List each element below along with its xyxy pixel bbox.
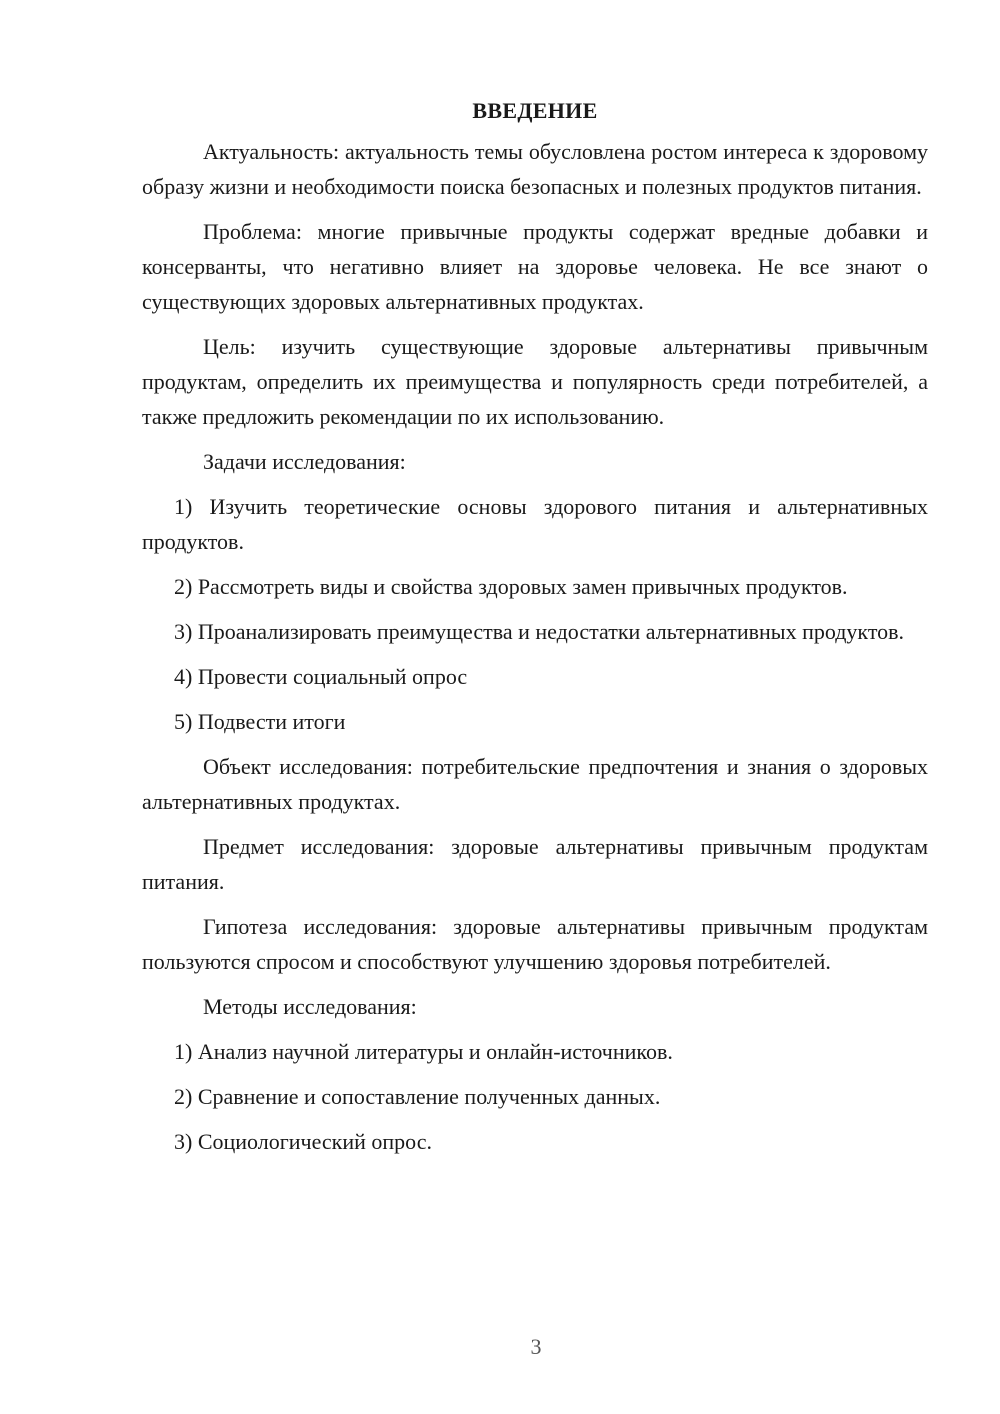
page-number: 3 [530, 1334, 542, 1359]
subject-paragraph: Предмет исследования: здоровые альтернативы привычным продуктам питания. [142, 834, 928, 894]
task-item: 4) Провести социальный опрос [174, 664, 468, 689]
task-item: 3) Проанализировать преимущества и недостатки альтернативных продуктов. [174, 619, 905, 644]
problem-paragraph: Проблема: многие привычные продукты содержат вредные добавки и консерванты, что негативно влияет на здоровье человека. Не все знают о существующих здоровых альтернативных продуктах. [142, 219, 928, 314]
methods-heading: Методы исследования: [203, 994, 417, 1019]
document-page [142, 97, 928, 1169]
method-item: 1) Анализ научной литературы и онлайн-источников. [174, 1039, 673, 1064]
task-item: 2) Рассмотреть виды и свойства здоровых замен привычных продуктов. [174, 574, 848, 599]
hypothesis-paragraph: Гипотеза исследования: здоровые альтернативы привычным продуктам пользуются спросом и способствуют улучшению здоровья потребителей. [142, 914, 928, 974]
method-item: 2) Сравнение и сопоставление полученных данных. [174, 1084, 661, 1109]
object-paragraph: Объект исследования: потребительские предпочтения и знания о здоровых альтернативных продуктах. [142, 754, 928, 814]
task-item: 5) Подвести итоги [174, 709, 346, 734]
tasks-heading: Задачи исследования: [203, 449, 406, 474]
page-title: ВВЕДЕНИЕ [472, 98, 598, 123]
goal-paragraph: Цель: изучить существующие здоровые альтернативы привычным продуктам, определить их преимущества и популярность среди потребителей, а также предложить рекомендации по их использованию. [142, 334, 928, 429]
task-item: 1) Изучить теоретические основы здорового питания и альтернативных продуктов. [142, 494, 928, 554]
method-item: 3) Социологический опрос. [174, 1129, 432, 1154]
relevance-paragraph: Актуальность: актуальность темы обусловлена ростом интереса к здоровому образу жизни и необходимости поиска безопасных и полезных продуктов питания. [142, 139, 928, 199]
